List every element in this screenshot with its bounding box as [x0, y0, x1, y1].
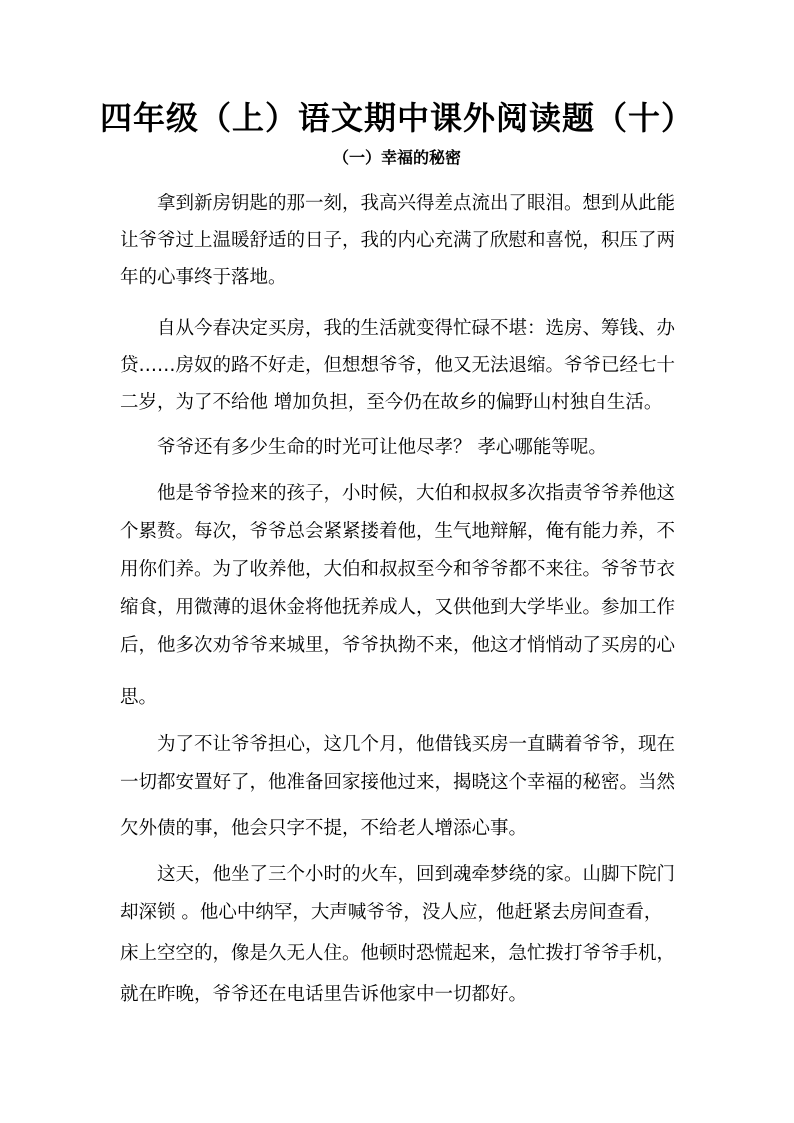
text-line: 个累赘。每次，爷爷总会紧紧搂着他，生气地辩解，俺有能力养，不: [120, 521, 676, 542]
text-line: 自从今春决定买房，我的生活就变得忙碌不堪：选房、筹钱、办: [157, 318, 676, 339]
text-line: 爷爷还有多少生命的时光可让他尽孝？ 孝心哪能等呢。: [157, 437, 607, 458]
text-line: 让爷爷过上温暖舒适的日子，我的内心充满了欣慰和喜悦，积压了两: [120, 230, 676, 251]
text-line: 为了不让爷爷担心，这几个月，他借钱买房一直瞒着爷爷，现在: [157, 734, 676, 755]
section-subtitle: （一）幸福的秘密: [332, 148, 461, 167]
text-line: 二岁，为了不给他 增加负担，至今仍在故乡的偏野山村独自生活。: [120, 392, 663, 413]
text-line: 床上空空的，像是久无人住。他顿时恐慌起来，急忙拨打爷爷手机，: [120, 943, 676, 964]
text-line: 缩食，用微薄的退休金将他抚养成人，又供他到大学毕业。参加工作: [120, 597, 676, 618]
text-line: 他是爷爷捡来的孩子，小时候，大伯和叔叔多次指责爷爷养他这: [157, 483, 676, 504]
text-line: 年的心事终于落地。: [120, 267, 287, 288]
text-line: 就在昨晚，爷爷还在电话里告诉他家中一切都好。: [120, 984, 528, 1005]
text-line: 后，他多次劝爷爷来城里，爷爷执拗不来，他这才悄悄动了买房的心: [120, 635, 676, 656]
text-line: 一切都安置好了，他准备回家接他过来，揭晓这个幸福的秘密。当然: [120, 772, 676, 793]
text-line: 这天，他坐了三个小时的火车，回到魂牵梦绕的家。山脚下院门: [157, 864, 676, 885]
text-line: 用你们养。为了收养他，大伯和叔叔至今和爷爷都不来往。爷爷节衣: [120, 559, 676, 580]
page-title: 四年级（上）语文期中课外阅读题（十）: [99, 99, 694, 137]
text-line: 欠外债的事，他会只字不提，不给老人增添心事。: [120, 818, 528, 839]
text-line: 贷……房奴的路不好走，但想想爷爷，他又无法退缩。爷爷已经七十: [120, 355, 676, 376]
text-line: 思。: [120, 687, 158, 708]
text-line: 拿到新房钥匙的那一刻，我高兴得差点流出了眼泪。想到从此能: [157, 193, 676, 214]
text-line: 却深锁 。他心中纳罕，大声喊爷爷，没人应，他赶紧去房间查看，: [120, 902, 663, 923]
